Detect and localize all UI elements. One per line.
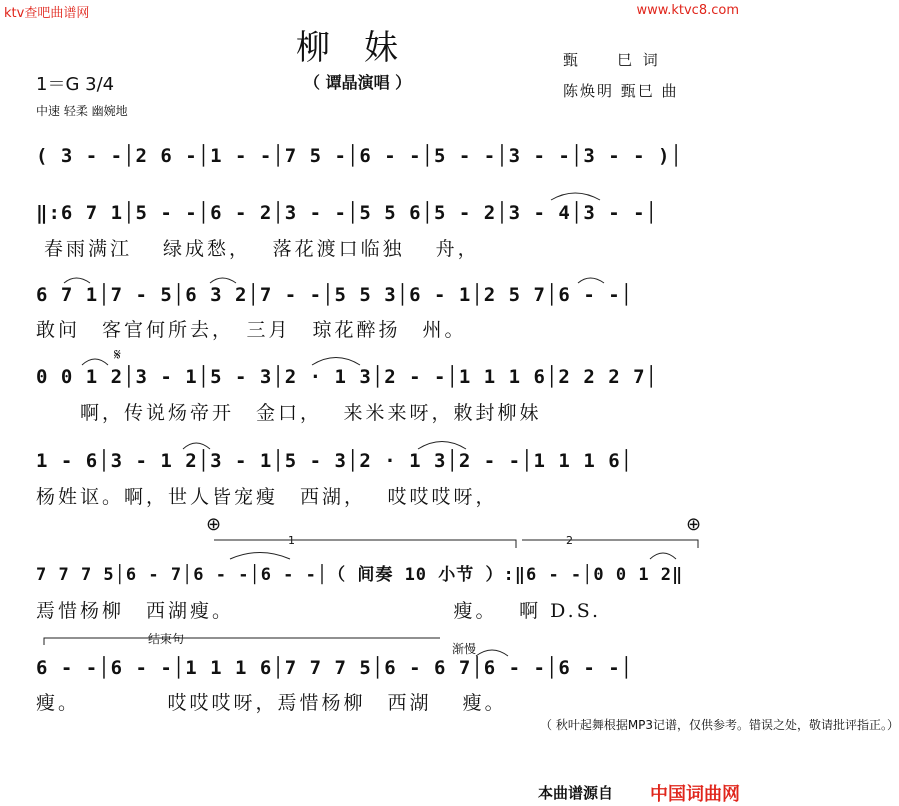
site-right-watermark: www.ktvc8.com [636, 3, 739, 18]
volta-2-label: 2 [566, 534, 573, 547]
notation-row: ( 3 - -│2 6 -│1 - -│7 5 -│6 - -│5 - -│3 - -│3 - - )│ [36, 145, 683, 167]
source-label: 本曲谱源自 [538, 784, 614, 802]
lyric-row: 杨姓讴。啊，世人皆宠瘦 西湖， 哎哎哎呀， [36, 486, 498, 508]
lyric-row: 焉惜杨柳 西湖瘦。 瘦。 啊 D.S. [36, 600, 602, 622]
source-site: 中国词曲网 [650, 784, 740, 805]
notation-row: ‖:6 7 1│5 - -│6 - 2│3 - -│5 5 6│5 - 2│3 - 4│3 - -│ [36, 202, 658, 224]
notation-row: 7 7 7 5│6 - 7│6 - -│6 - -│（ 间奏 10 小节 ）:‖6 - -│0 0 1 2‖ [36, 565, 684, 585]
lyricist-credit: 甄 巳 词 [563, 51, 661, 69]
coda-icon: ⊕ [206, 514, 222, 535]
song-title: 柳妹 [296, 28, 432, 68]
notation-row: 6 7 1│7 - 5│6 3 2│7 - -│5 5 3│6 - 1│2 5 7│6 - -│ [36, 284, 634, 306]
lyric-row: 啊，传说炀帝开 金口， 来米来呀，敕封柳妹 [36, 402, 542, 424]
composer-credit: 陈焕明 甄巳 曲 [563, 82, 679, 100]
segno-icon: 𝄋 [114, 345, 121, 364]
key-signature: 1＝G 3/4 [36, 74, 115, 95]
ending-label: 结束句 [148, 632, 185, 646]
ritardando-label: 渐慢 [452, 642, 477, 656]
volta-1-label: 1 [288, 534, 295, 547]
lyric-row: 敢问 客官何所去， 三月 琼花醉扬 州。 [36, 319, 467, 341]
lyric-row: 瘦。 哎哎哎呀，焉惜杨柳 西湖 瘦。 [36, 692, 507, 714]
notation-row: 0 0 1 2│3 - 1│5 - 3│2 · 1 3│2 - -│1 1 1 6│2 2 2 7│ [36, 366, 658, 388]
site-left-watermark: ktv查吧曲谱网 [4, 6, 90, 21]
notation-row: 6 - -│6 - -│1 1 1 6│7 7 7 5│6 - 6 7│6 - -│6 - -│ [36, 657, 634, 679]
notation-row: 1 - 6│3 - 1 2│3 - 1│5 - 3│2 · 1 3│2 - -│1 1 1 6│ [36, 450, 634, 472]
transcriber-note: （ 秋叶起舞根据MP3记谱，仅供参考。错误之处，敬请批评指正。） [540, 718, 899, 732]
singer-credit: （ 谭晶演唱 ） [304, 73, 412, 92]
lyric-row: 春雨满江 绿成愁， 落花渡口临独 舟， [44, 238, 480, 260]
tempo-marking: 中速 轻柔 幽婉地 [36, 104, 128, 118]
coda-icon: ⊕ [686, 514, 702, 535]
